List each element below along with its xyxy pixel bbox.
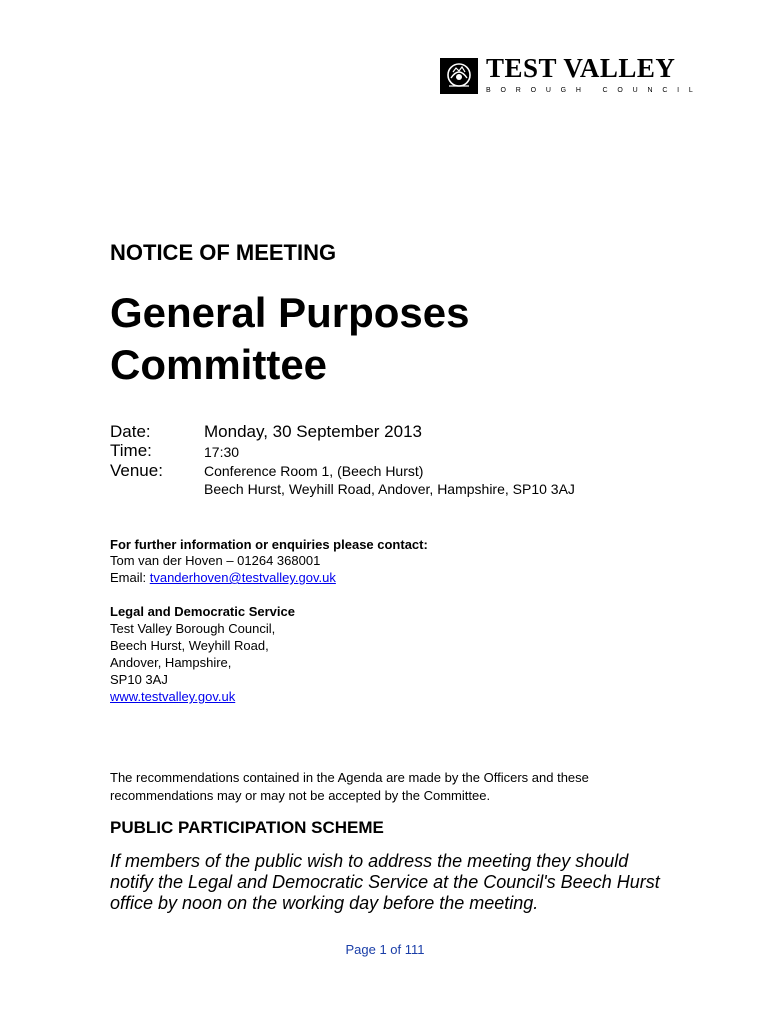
time-value: 17:30 (204, 444, 240, 460)
logo-name: TEST VALLEY (486, 53, 676, 83)
email-link[interactable]: tvanderhoven@testvalley.gov.uk (149, 570, 336, 585)
service-heading: Legal and Democratic Service (110, 604, 295, 619)
council-crest-icon (440, 58, 478, 94)
address-line: Test Valley Borough Council, (110, 621, 276, 636)
page-number: Page 1 of 111 (345, 942, 425, 957)
time-label: Time: (110, 441, 152, 460)
contact-heading: For further information or enquiries please contact: (110, 537, 428, 552)
address-line: Andover, Hampshire, (110, 655, 232, 670)
notice-heading: NOTICE OF MEETING (110, 240, 337, 265)
venue-label: Venue: (110, 461, 163, 480)
recommendations-text: The recommendations contained in the Agenda are made by the Officers and these recommendations may or may not be accepted by the Committee. (110, 770, 589, 803)
email-prefix: Email: (110, 570, 150, 585)
logo-subtitle: BOROUGH COUNCIL (486, 87, 703, 94)
address-line: SP10 3AJ (110, 672, 168, 687)
council-logo (440, 53, 703, 96)
contact-email-row (110, 569, 336, 586)
date-value: Monday, 30 September 2013 (204, 422, 422, 441)
address-line: Beech Hurst, Weyhill Road, (110, 638, 269, 653)
website-link[interactable]: www.testvalley.gov.uk (110, 689, 236, 704)
participation-text: If members of the public wish to address the meeting they should notify the Legal and Democratic Service at the Council's Beech Hurst office by noon on the working day before the meeting. (110, 851, 660, 913)
participation-heading: PUBLIC PARTICIPATION SCHEME (110, 818, 384, 837)
venue-line-1: Conference Room 1, (Beech Hurst) (204, 463, 424, 479)
committee-title: General Purposes Committee (110, 289, 470, 388)
date-label: Date: (110, 422, 151, 441)
venue-line-2: Beech Hurst, Weyhill Road, Andover, Hampshire, SP10 3AJ (204, 481, 575, 497)
contact-person: Tom van der Hoven – 01264 368001 (110, 553, 321, 568)
website-row (110, 688, 235, 705)
